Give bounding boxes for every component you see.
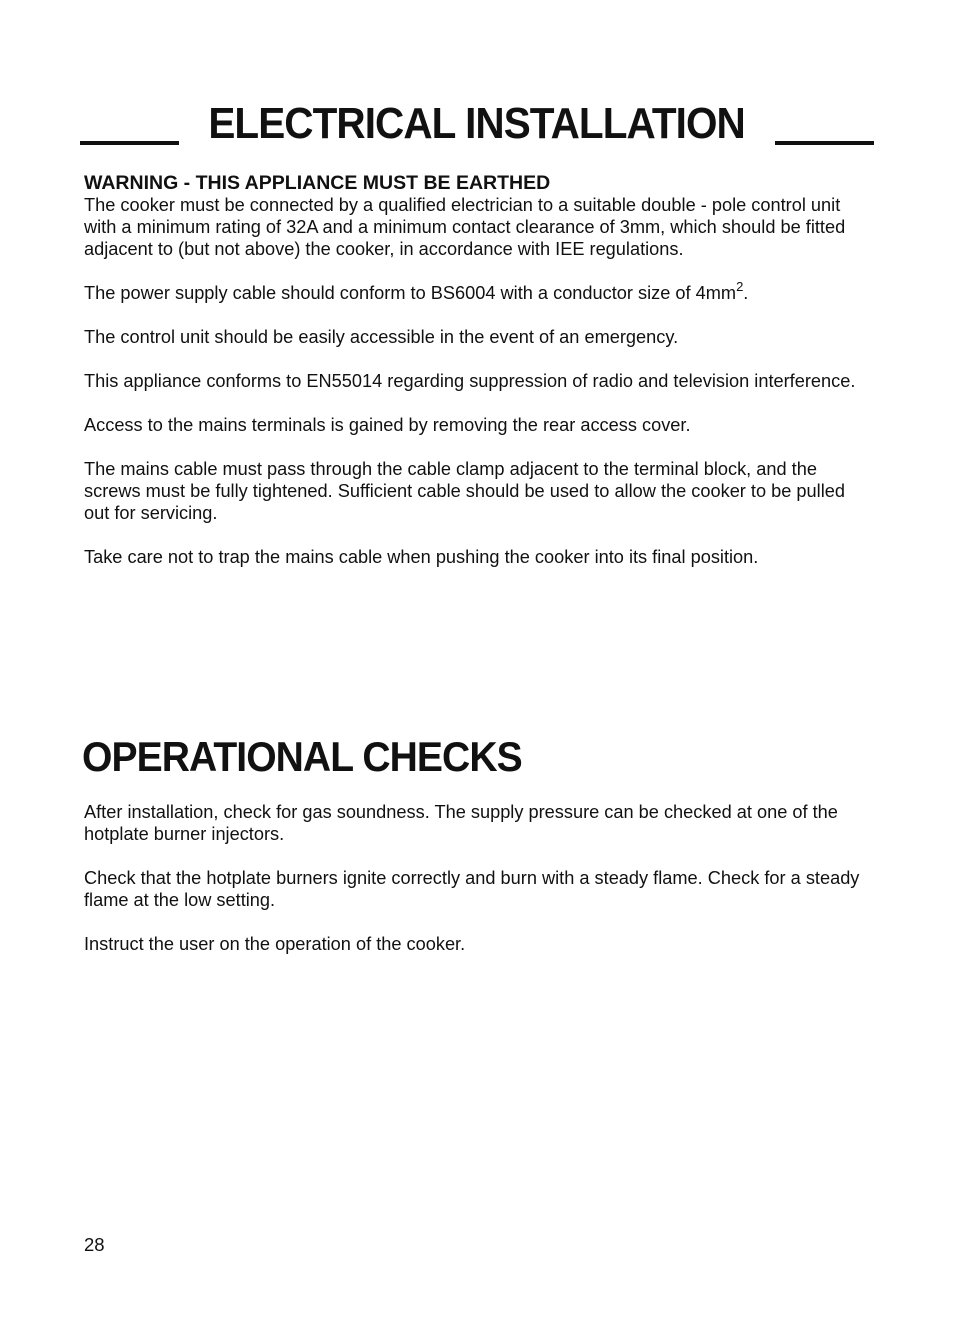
supply-cable-period: . (743, 283, 749, 303)
burner-ignition-paragraph: Check that the hotplate burners ignite correctly and burn with a steady flame. Check for a steady flame at the low setting. (84, 868, 860, 910)
heading-rule-left (80, 141, 179, 145)
cable-clamp-paragraph: The mains cable must pass through the cable clamp adjacent to the terminal block, and the screws must be fully tightened. Sufficient cable should be used to allow the cooker to be pulled out for servicing. (84, 459, 845, 523)
operational-checks-section (84, 801, 874, 955)
interference-paragraph: This appliance conforms to EN55014 regarding suppression of radio and television interference. (84, 371, 856, 391)
instruct-user-paragraph: Instruct the user on the operation of the cooker. (84, 934, 466, 954)
electrical-installation-heading (80, 92, 874, 148)
mains-terminal-access-paragraph: Access to the mains terminals is gained by removing the rear access cover. (84, 415, 691, 435)
control-unit-paragraph: The control unit should be easily accessible in the event of an emergency. (84, 327, 679, 347)
electrician-connection-paragraph: The cooker must be connected by a qualified electrician to a suitable double - pole control unit with a minimum rating of 32A and a minimum contact clearance of 3mm, which should be fitted adjacent to (but not above) the cooker, in accordance with IEE regulations. (84, 195, 846, 259)
electrical-installation-section (84, 172, 874, 568)
supply-cable-text: The power supply cable should conform to BS6004 with a conductor size of 4mm (84, 283, 737, 303)
heading-rule-right (775, 141, 874, 145)
page-number: 28 (84, 1234, 105, 1255)
operational-checks-title: OPERATIONAL CHECKS (82, 733, 522, 780)
cable-trap-paragraph: Take care not to trap the mains cable when pushing the cooker into its final position. (84, 547, 759, 567)
earthing-warning: WARNING - THIS APPLIANCE MUST BE EARTHED (84, 172, 551, 194)
electrical-installation-title: ELECTRICAL INSTALLATION (208, 99, 746, 148)
supply-cable-paragraph (84, 279, 874, 304)
gas-soundness-paragraph: After installation, check for gas soundness. The supply pressure can be checked at one of the hotplate burner injectors. (84, 802, 838, 844)
squared-superscript: 2 (736, 279, 744, 294)
